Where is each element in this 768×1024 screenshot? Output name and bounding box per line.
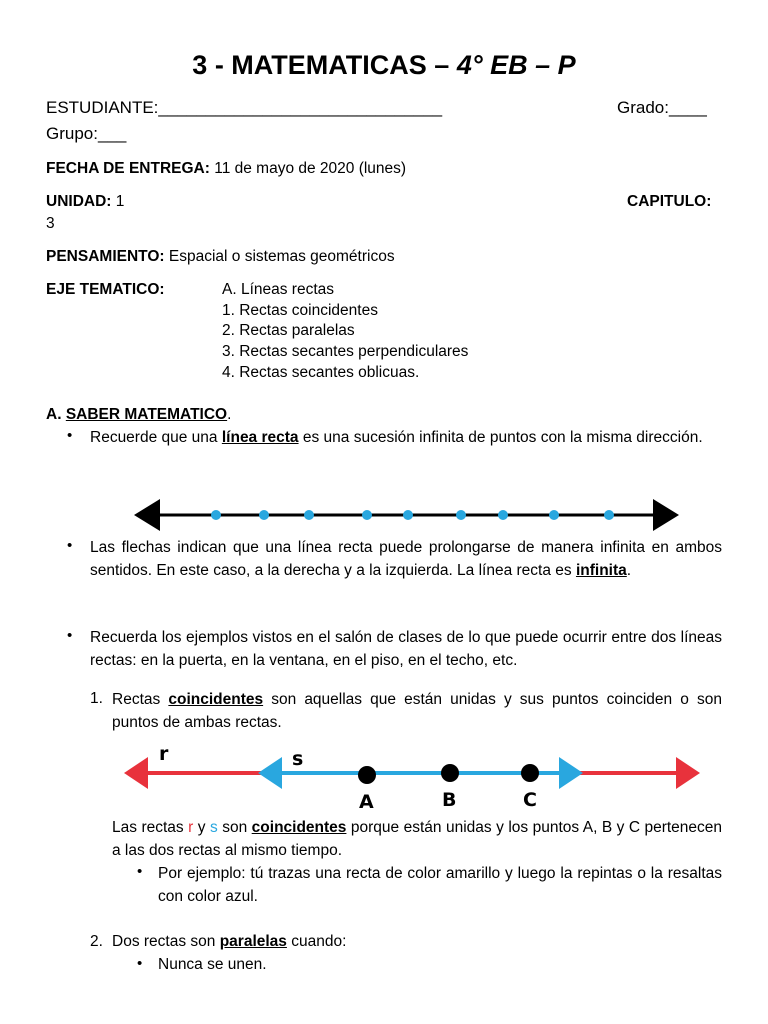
item2-term: paralelas	[219, 933, 287, 950]
chapter-value: 3	[46, 215, 55, 232]
section-a-title: SABER MATEMATICO	[65, 406, 228, 423]
group-label: Grupo:	[46, 124, 98, 143]
expl-text-b: porque están unidas y los puntos A, B y C pertenecen a las dos rectas al mismo tiempo.	[112, 819, 723, 859]
expl-term: coincidentes	[251, 819, 347, 836]
axis-item: A. Líneas rectas	[222, 281, 335, 298]
due-date-line	[46, 158, 406, 179]
line-point	[456, 510, 466, 520]
coincident-lines-diagram	[120, 742, 710, 816]
axis-item: 2. Rectas paralelas	[222, 322, 355, 339]
item2-text-a: Dos rectas son	[112, 933, 216, 950]
axis-item: 1. Rectas coincidentes	[222, 302, 378, 319]
section-a-suffix: .	[227, 406, 232, 423]
group-line	[46, 123, 126, 145]
red-left-arrow-icon	[124, 757, 148, 789]
expl-s: s	[209, 819, 218, 836]
due-value: 11 de mayo de 2020 (lunes)	[214, 160, 407, 177]
section-a-heading	[46, 404, 231, 425]
coincident-explanation	[112, 816, 722, 862]
grade-line	[617, 97, 707, 119]
p2-term: infinita	[575, 562, 627, 579]
expl-son: son	[222, 819, 248, 836]
thought-line	[46, 246, 395, 267]
item2-sub1: Nunca se unen.	[158, 956, 267, 973]
item1-term: coincidentes	[168, 691, 264, 708]
right-arrow-icon	[653, 499, 679, 531]
p1-term: línea recta	[221, 429, 299, 446]
paragraph-examples: Recuerda los ejemplos vistos en el salón de clases de lo que puede ocurrir entre dos líneas rectas: en la puerta, en la ventana, en el piso, en el techo, etc.	[90, 629, 722, 669]
p2-end: .	[626, 562, 632, 579]
paragraph-arrows	[90, 536, 722, 582]
thought-label: PENSAMIENTO:	[46, 248, 165, 265]
item2-number: 2.	[90, 933, 103, 950]
item1-text	[112, 688, 722, 734]
unit-value: 1	[115, 193, 125, 210]
bullet-icon: •	[67, 427, 73, 444]
student-label: ESTUDIANTE:	[46, 98, 159, 117]
bullet-icon: •	[67, 537, 73, 554]
unit-line	[46, 191, 124, 212]
blue-right-arrow-icon	[559, 757, 583, 789]
blue-left-arrow-icon	[258, 757, 282, 789]
axis-label: EJE TEMATICO:	[46, 281, 165, 298]
item1-text-a: Rectas	[112, 691, 161, 708]
student-blank[interactable]: ______________________________	[158, 98, 443, 117]
p1-text-b: es una sucesión infinita de puntos con la misma dirección.	[302, 429, 703, 446]
axis-item: 4. Rectas secantes oblicuas.	[222, 364, 420, 381]
label-s: s	[292, 748, 304, 770]
unit-label: UNIDAD:	[46, 193, 112, 210]
point-c	[521, 764, 539, 782]
expl-r: r	[188, 819, 194, 836]
grade-label: Grado:	[617, 98, 669, 117]
paragraph-straight-line	[90, 427, 722, 448]
left-arrow-icon	[134, 499, 160, 531]
thought-value: Espacial o sistemas geométricos	[168, 248, 395, 265]
axis-item: 3. Rectas secantes perpendiculares	[222, 343, 469, 360]
item2-text-b: cuando:	[291, 933, 347, 950]
label-r: r	[159, 743, 169, 765]
bullet-icon: •	[137, 955, 143, 972]
student-line	[46, 97, 442, 119]
title-main: 3 - MATEMATICAS –	[192, 50, 450, 80]
line-point	[259, 510, 269, 520]
title-italic: 4° EB – P	[456, 50, 576, 80]
group-blank[interactable]: ___	[97, 124, 127, 143]
label-point-a: A	[359, 791, 374, 813]
infinite-line-diagram	[130, 494, 685, 536]
bullet-icon: •	[137, 863, 143, 880]
line-point	[211, 510, 221, 520]
p1-text-a: Recuerde que una	[90, 429, 218, 446]
item2-text	[112, 931, 346, 952]
page-title	[0, 47, 768, 83]
label-point-b: B	[442, 789, 457, 811]
section-a-prefix: A.	[46, 406, 62, 423]
p2-text: Las flechas indican que una línea recta puede prolongarse de manera infinita en ambos sentidos. En este caso, a la derecha y a la izquierda. La línea recta es	[90, 539, 722, 579]
item1-number: 1.	[90, 690, 103, 707]
label-point-c: C	[523, 789, 537, 811]
chapter-label: CAPITULO:	[627, 193, 712, 210]
grade-blank[interactable]: ____	[668, 98, 707, 117]
line-point	[304, 510, 314, 520]
item1-text-b: son aquellas que están unidas y sus puntos coinciden o son puntos de ambas rectas.	[112, 691, 722, 731]
point-b	[441, 764, 459, 782]
line-point	[403, 510, 413, 520]
line-point	[498, 510, 508, 520]
expl-y: y	[197, 819, 206, 836]
line-point	[604, 510, 614, 520]
point-a	[358, 766, 376, 784]
line-point	[362, 510, 372, 520]
expl-text-a: Las rectas	[112, 819, 184, 836]
red-right-arrow-icon	[676, 757, 700, 789]
line-point	[549, 510, 559, 520]
example-text: Por ejemplo: tú trazas una recta de color amarillo y luego la repintas o la resaltas con color azul.	[158, 865, 722, 905]
bullet-icon: •	[67, 627, 73, 644]
due-label: FECHA DE ENTREGA:	[46, 160, 210, 177]
